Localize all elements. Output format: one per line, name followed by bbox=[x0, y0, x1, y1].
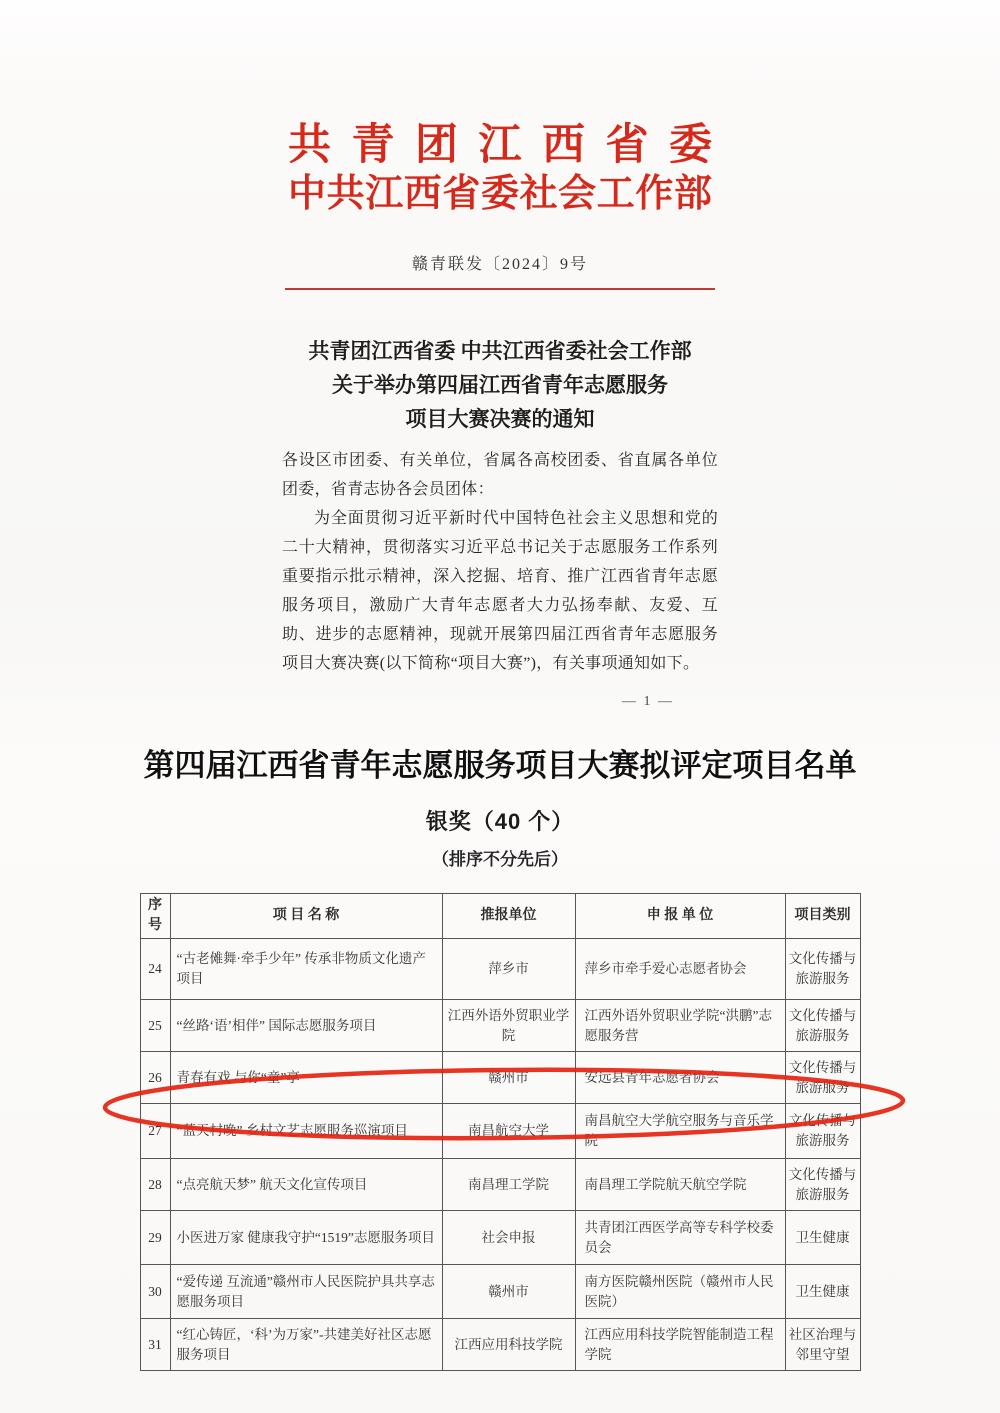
cell-category: 社区治理与邻里守望 bbox=[785, 1319, 860, 1371]
cell-project-name: 青春有戏 与你“童”享 bbox=[170, 1052, 442, 1104]
cell-category: 卫生健康 bbox=[785, 1265, 860, 1319]
header-cell-recommender: 推报单位 bbox=[442, 894, 575, 939]
cell-index: 28 bbox=[140, 1159, 170, 1211]
cell-recommender: 萍乡市 bbox=[442, 939, 575, 1000]
cell-recommender: 赣州市 bbox=[442, 1052, 575, 1104]
cell-index: 25 bbox=[140, 1000, 170, 1052]
table-row bbox=[140, 1052, 860, 1104]
letterhead-char: 省 bbox=[442, 173, 481, 215]
letterhead-char: 团 bbox=[415, 122, 458, 169]
page-number: — 1 — bbox=[622, 694, 674, 709]
cell-applicant: 萍乡市牵手爱心志愿者协会 bbox=[575, 939, 785, 1000]
cell-project-name: “古老傩舞·牵手少年” 传承非物质文化遗产项目 bbox=[170, 939, 442, 1000]
cell-recommender: 南昌航空大学 bbox=[442, 1104, 575, 1159]
award-list-heading: 第四届江西省青年志愿服务项目大赛拟评定项目名单 bbox=[143, 748, 857, 783]
header-cell-applicant: 申 报 单 位 bbox=[575, 894, 785, 939]
letterhead-org-line-1 bbox=[288, 122, 712, 170]
cell-project-name: “爱传递 互流通”赣州市人民医院护具共享志愿服务项目 bbox=[170, 1265, 442, 1319]
cell-recommender: 江西外语外贸职业学院 bbox=[442, 1000, 575, 1052]
cell-project-name: 小医进万家 健康我守护“1519”志愿服务项目 bbox=[170, 1211, 442, 1265]
table-row bbox=[140, 1000, 860, 1052]
letterhead-char: 青 bbox=[351, 122, 395, 169]
cell-index: 31 bbox=[140, 1319, 170, 1371]
letterhead-char: 西 bbox=[542, 122, 585, 169]
header-row bbox=[140, 894, 860, 939]
notice-paragraph-main: 为全面贯彻习近平新时代中国特色社会主义思想和党的二十大精神，贯彻落实习近平总书记关于志愿服务工作系列重要指示批示精神，深入挖掘、培育、推广江西省青年志愿服务项目，激励广大青年志愿者大力弘扬奉献、友爱、互助、进步的志愿精神，现就开展第四届江西省青年志愿服务项目大赛决赛(以下简称“项目大赛”)，有关事项通知如下。 bbox=[282, 510, 718, 672]
cell-project-name: “丝路‘语’相伴” 国际志愿服务项目 bbox=[170, 1000, 442, 1052]
cell-index: 30 bbox=[140, 1265, 170, 1319]
letterhead-org-line-2 bbox=[288, 170, 712, 218]
letterhead-char: 社 bbox=[519, 173, 558, 215]
notice-title-line-2: 关于举办第四届江西省青年志愿服务 bbox=[332, 373, 668, 397]
table-row bbox=[140, 1265, 860, 1319]
cell-applicant: 江西应用科技学院智能制造工程学院 bbox=[575, 1319, 785, 1371]
cell-project-name: “红心铸匠，‘科’为万家”-共建美好社区志愿服务项目 bbox=[170, 1319, 442, 1371]
cell-applicant: 共青团江西医学高等专科学校委员会 bbox=[575, 1211, 785, 1265]
letterhead-red-rule bbox=[285, 288, 715, 290]
letterhead-char: 江 bbox=[365, 173, 404, 215]
letterhead bbox=[0, 0, 1000, 218]
notice-body bbox=[282, 446, 718, 678]
notice-title bbox=[0, 334, 1000, 436]
cell-index: 24 bbox=[140, 939, 170, 1000]
cell-project-name: “蓝天村晚” 乡村文艺志愿服务巡演项目 bbox=[170, 1104, 442, 1159]
letterhead-char: 委 bbox=[669, 122, 712, 169]
letterhead-char: 部 bbox=[673, 173, 712, 215]
cell-index: 29 bbox=[140, 1211, 170, 1265]
cell-recommender: 江西应用科技学院 bbox=[442, 1319, 575, 1371]
cell-applicant: 江西外语外贸职业学院“洪鹏”志愿服务营 bbox=[575, 1000, 785, 1052]
letterhead-char: 委 bbox=[480, 173, 519, 215]
award-level-subtitle: 银奖（40 个） bbox=[425, 809, 575, 834]
letterhead-char: 省 bbox=[605, 122, 649, 169]
letterhead-char: 江 bbox=[478, 122, 522, 169]
cell-category: 文化传播与旅游服务 bbox=[785, 1052, 860, 1104]
cell-recommender: 赣州市 bbox=[442, 1265, 575, 1319]
header-cell-index: 序号 bbox=[140, 894, 170, 939]
table-row bbox=[140, 1159, 860, 1211]
cell-category: 文化传播与旅游服务 bbox=[785, 1000, 860, 1052]
cell-recommender: 社会申报 bbox=[442, 1211, 575, 1265]
cell-category: 文化传播与旅游服务 bbox=[785, 1159, 860, 1211]
cell-index: 26 bbox=[140, 1052, 170, 1104]
notice-title-line-1: 共青团江西省委 中共江西省委社会工作部 bbox=[308, 339, 692, 363]
cell-recommender: 南昌理工学院 bbox=[442, 1159, 575, 1211]
letterhead-char: 作 bbox=[635, 173, 674, 215]
letterhead-char: 共 bbox=[288, 122, 331, 169]
letterhead-char: 工 bbox=[596, 173, 635, 215]
cell-applicant: 南方医院赣州医院（赣州市人民医院） bbox=[575, 1265, 785, 1319]
letterhead-char: 中 bbox=[288, 173, 327, 215]
table-row bbox=[140, 1211, 860, 1265]
order-note: （排序不分先后） bbox=[432, 850, 568, 869]
notice-paragraph-salutation: 各设区市团委、有关单位，省属各高校团委、省直属各单位团委，省青志协各会员团体： bbox=[282, 452, 718, 498]
letterhead-char: 会 bbox=[558, 173, 597, 215]
table-row bbox=[140, 1104, 860, 1159]
cell-project-name: “点亮航天梦” 航天文化宣传项目 bbox=[170, 1159, 442, 1211]
letterhead-char: 共 bbox=[326, 173, 365, 215]
header-cell-project-name: 项 目 名 称 bbox=[170, 894, 442, 939]
header-cell-category: 项目类别 bbox=[785, 894, 860, 939]
cell-index: 27 bbox=[140, 1104, 170, 1159]
cell-category: 文化传播与旅游服务 bbox=[785, 939, 860, 1000]
award-table-header bbox=[140, 894, 860, 939]
cell-applicant: 南昌航空大学航空服务与音乐学院 bbox=[575, 1104, 785, 1159]
cell-category: 卫生健康 bbox=[785, 1211, 860, 1265]
table-row bbox=[140, 939, 860, 1000]
table-row bbox=[140, 1319, 860, 1371]
cell-applicant: 安远县青年志愿者协会 bbox=[575, 1052, 785, 1104]
document-number: 赣青联发〔2024〕9号 bbox=[411, 256, 588, 273]
notice-title-line-3: 项目大赛决赛的通知 bbox=[405, 407, 595, 431]
award-projects-table bbox=[140, 893, 861, 1371]
letterhead-char: 西 bbox=[403, 173, 442, 215]
cell-category: 文化传播与旅游服务 bbox=[785, 1104, 860, 1159]
award-table-body bbox=[140, 939, 860, 1371]
cell-applicant: 南昌理工学院航天航空学院 bbox=[575, 1159, 785, 1211]
